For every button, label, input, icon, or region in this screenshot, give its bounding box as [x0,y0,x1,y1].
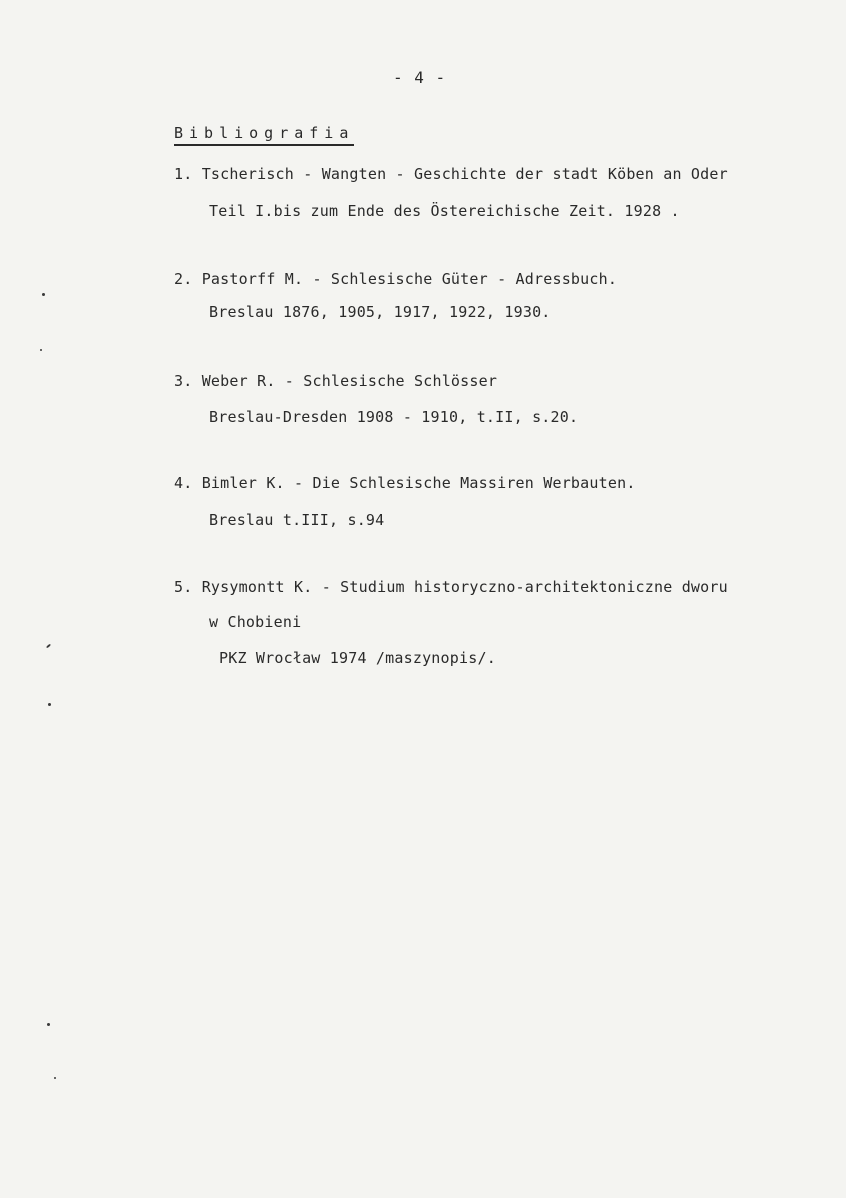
entry-4-line-1 [174,474,636,492]
entry-2-line-1 [174,270,617,288]
margin-speck [48,703,51,706]
entry-3-number: 3. [174,372,193,390]
bibliography-heading: Bibliografia [174,124,354,146]
entry-2-number: 2. [174,270,193,288]
entry-4-number: 4. [174,474,193,492]
page-number: - 4 - [393,68,447,87]
entry-5-number: 5. [174,578,193,596]
margin-speck [46,644,51,649]
entry-4-text-2: Breslau t.III, s.94 [209,511,385,529]
entry-2-text-1: Pastorff M. - Schlesische Güter - Adressbuch. [201,270,618,288]
entry-5-line-1 [174,578,728,596]
entry-5-text-2: w Chobieni [209,613,302,631]
entry-1-line-1 [174,165,728,183]
entry-5-text-1: Rysymontt K. - Studium historyczno-architektoniczne dworu [201,578,728,596]
entry-4-text-1: Bimler K. - Die Schlesische Massiren Werbauten. [201,474,636,492]
margin-speck [40,349,42,351]
entry-1-text-1: Tscherisch - Wangten - Geschichte der stadt Köben an Oder [201,165,728,183]
entry-3-text-2: Breslau-Dresden 1908 - 1910, t.II, s.20. [209,408,579,426]
margin-speck [47,1023,50,1026]
entry-1-number: 1. [174,165,193,183]
entry-3-line-1 [174,372,497,390]
margin-speck [42,293,45,296]
entry-1-text-2: Teil I.bis zum Ende des Östereichische Zeit. 1928 . [209,202,680,220]
entry-3-text-1: Weber R. - Schlesische Schlösser [201,372,498,390]
margin-speck [54,1077,56,1079]
entry-2-text-2: Breslau 1876, 1905, 1917, 1922, 1930. [209,303,551,321]
entry-5-text-3: PKZ Wrocław 1974 /maszynopis/. [219,649,496,667]
